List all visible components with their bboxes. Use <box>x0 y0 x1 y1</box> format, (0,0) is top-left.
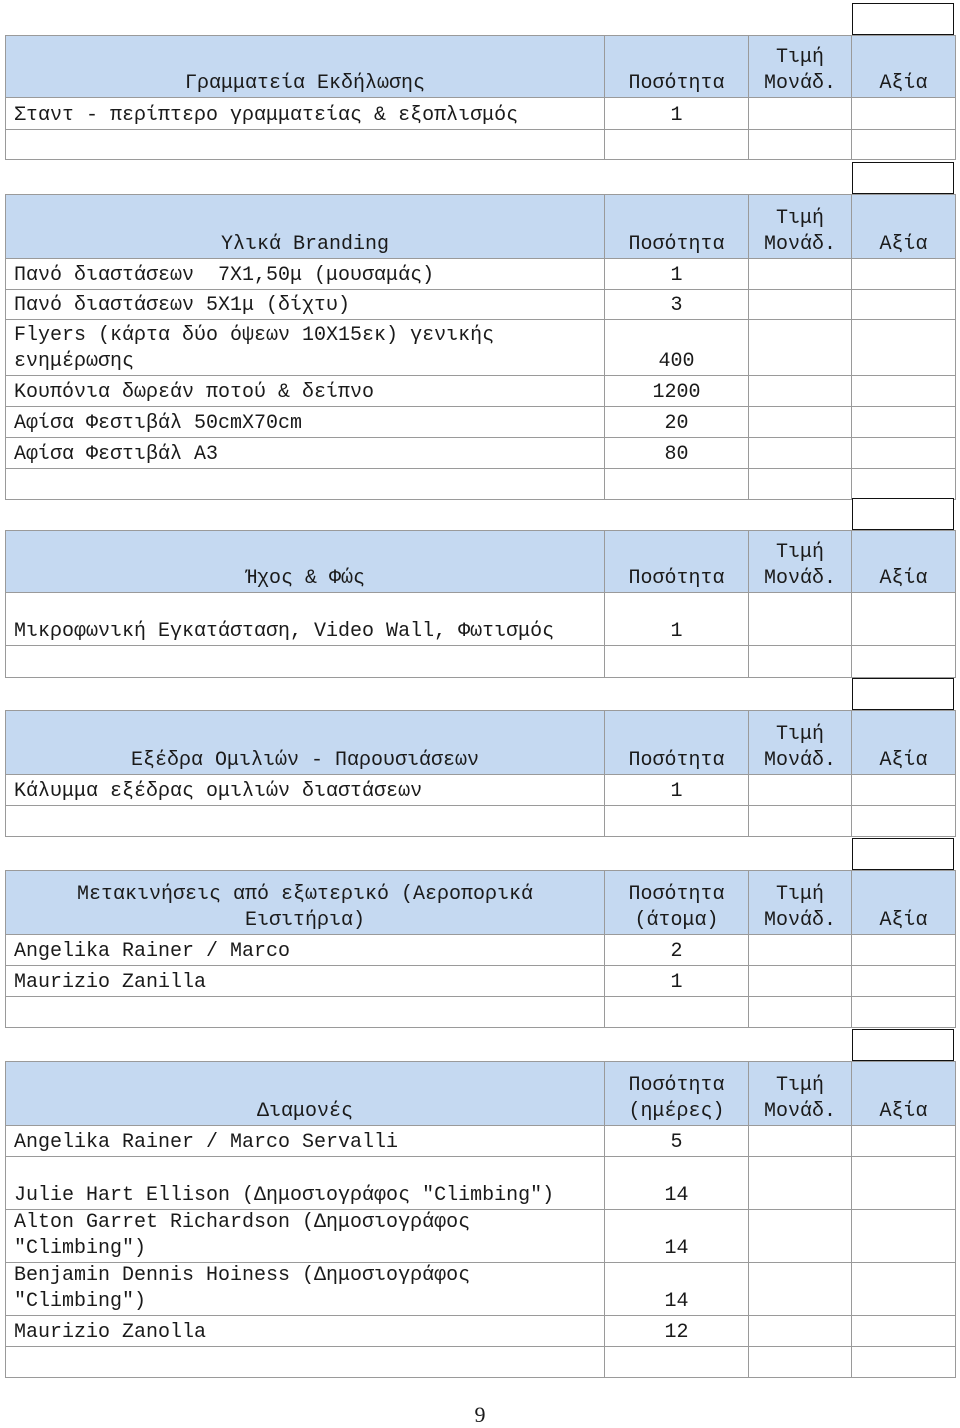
table-row <box>6 966 956 997</box>
table-row <box>6 1126 956 1157</box>
item-quantity: 3 <box>605 290 749 320</box>
value-header: Αξία <box>852 1062 956 1126</box>
section-table <box>5 870 956 1028</box>
item-quantity: 1 <box>605 775 749 806</box>
section-header-row <box>6 711 956 775</box>
page-number: 9 <box>474 1402 486 1427</box>
section-table <box>5 194 956 500</box>
section-header-row <box>6 531 956 593</box>
section-header-row <box>6 195 956 259</box>
section-table <box>5 1061 956 1378</box>
table-row <box>6 290 956 320</box>
value-total-box <box>852 3 954 35</box>
unit-price-header: Τιμή Μονάδ. <box>749 871 852 935</box>
item-description: Αφίσα Φεστιβάλ 50cmX70cm <box>6 407 605 438</box>
unit-price-header: Τιμή Μονάδ. <box>749 36 852 98</box>
table-row <box>6 376 956 407</box>
item-description: Κουπόνια δωρεάν ποτού & δείπνο <box>6 376 605 407</box>
item-description: Julie Hart Ellison (Δημοσιογράφος "Climbing") <box>6 1157 605 1210</box>
value-total-box <box>852 162 954 194</box>
item-quantity: 12 <box>605 1316 749 1347</box>
quantity-header: Ποσότητα <box>605 195 749 259</box>
table-row <box>6 1263 956 1316</box>
quantity-header: Ποσότητα <box>605 711 749 775</box>
table-row <box>6 1316 956 1347</box>
item-description: Κάλυμμα εξέδρας ομιλιών διαστάσεων <box>6 775 605 806</box>
item-description: Benjamin Dennis Hoiness (Δημοσιογράφος "Climbing") <box>6 1263 605 1316</box>
value-total-box <box>852 678 954 710</box>
item-quantity: 1 <box>605 98 749 130</box>
quantity-header: Ποσότητα <box>605 36 749 98</box>
quantity-header: Ποσότητα (ημέρες) <box>605 1062 749 1126</box>
item-description: Maurizio Zanolla <box>6 1316 605 1347</box>
value-header: Αξία <box>852 871 956 935</box>
item-quantity: 1 <box>605 966 749 997</box>
empty-row <box>6 806 956 837</box>
unit-price-header: Τιμή Μονάδ. <box>749 531 852 593</box>
item-quantity: 80 <box>605 438 749 469</box>
table-row <box>6 593 956 646</box>
section-title: Γραμματεία Εκδήλωσης <box>6 36 605 98</box>
section-table <box>5 710 956 837</box>
section-header-row <box>6 1062 956 1126</box>
section-title: Εξέδρα Ομιλιών - Παρουσιάσεων <box>6 711 605 775</box>
section-title: Υλικά Branding <box>6 195 605 259</box>
empty-row <box>6 1347 956 1378</box>
item-quantity: 400 <box>605 320 749 376</box>
table-row <box>6 407 956 438</box>
value-header: Αξία <box>852 195 956 259</box>
value-header: Αξία <box>852 531 956 593</box>
section-title: Ήχος & Φώς <box>6 531 605 593</box>
item-description: Angelika Rainer / Marco Servalli <box>6 1126 605 1157</box>
item-description: Πανό διαστάσεων 5Χ1μ (δίχτυ) <box>6 290 605 320</box>
item-description: Μικροφωνική Εγκατάσταση, Video Wall, Φωτισμός <box>6 593 605 646</box>
quantity-header: Ποσότητα (άτομα) <box>605 871 749 935</box>
item-description: Αφίσα Φεστιβάλ Α3 <box>6 438 605 469</box>
item-description: Maurizio Zanilla <box>6 966 605 997</box>
value-total-box <box>852 1029 954 1061</box>
table-row <box>6 259 956 290</box>
value-header: Αξία <box>852 711 956 775</box>
item-quantity: 1 <box>605 593 749 646</box>
empty-row <box>6 469 956 500</box>
table-row <box>6 1157 956 1210</box>
item-quantity: 20 <box>605 407 749 438</box>
table-row <box>6 775 956 806</box>
table-row <box>6 438 956 469</box>
section-header-row <box>6 36 956 98</box>
unit-price-header: Τιμή Μονάδ. <box>749 195 852 259</box>
item-quantity: 14 <box>605 1157 749 1210</box>
section-table <box>5 530 956 678</box>
table-row <box>6 935 956 966</box>
quantity-header: Ποσότητα <box>605 531 749 593</box>
empty-row <box>6 997 956 1028</box>
section-title: Διαμονές <box>6 1062 605 1126</box>
unit-price-header: Τιμή Μονάδ. <box>749 711 852 775</box>
value-header: Αξία <box>852 36 956 98</box>
value-total-box <box>852 498 954 530</box>
item-description: Alton Garret Richardson (Δημοσιογράφος "Climbing") <box>6 1210 605 1263</box>
item-description: Angelika Rainer / Marco <box>6 935 605 966</box>
table-row <box>6 98 956 130</box>
item-quantity: 14 <box>605 1210 749 1263</box>
section-table <box>5 35 956 160</box>
item-quantity: 1 <box>605 259 749 290</box>
table-row <box>6 320 956 376</box>
item-description: Πανό διαστάσεων 7Χ1,50μ (μουσαμάς) <box>6 259 605 290</box>
item-description: Σταντ - περίπτερο γραμματείας & εξοπλισμός <box>6 98 605 130</box>
item-quantity: 5 <box>605 1126 749 1157</box>
empty-row <box>6 130 956 160</box>
section-header-row <box>6 871 956 935</box>
item-quantity: 1200 <box>605 376 749 407</box>
value-total-box <box>852 838 954 870</box>
item-quantity: 14 <box>605 1263 749 1316</box>
unit-price-header: Τιμή Μονάδ. <box>749 1062 852 1126</box>
item-quantity: 2 <box>605 935 749 966</box>
section-title: Μετακινήσεις από εξωτερικό (Αεροπορικά Εισιτήρια) <box>6 871 605 935</box>
table-row <box>6 1210 956 1263</box>
empty-row <box>6 646 956 678</box>
item-description: Flyers (κάρτα δύο όψεων 10Χ15εκ) γενικής ενημέρωσης <box>6 320 605 376</box>
